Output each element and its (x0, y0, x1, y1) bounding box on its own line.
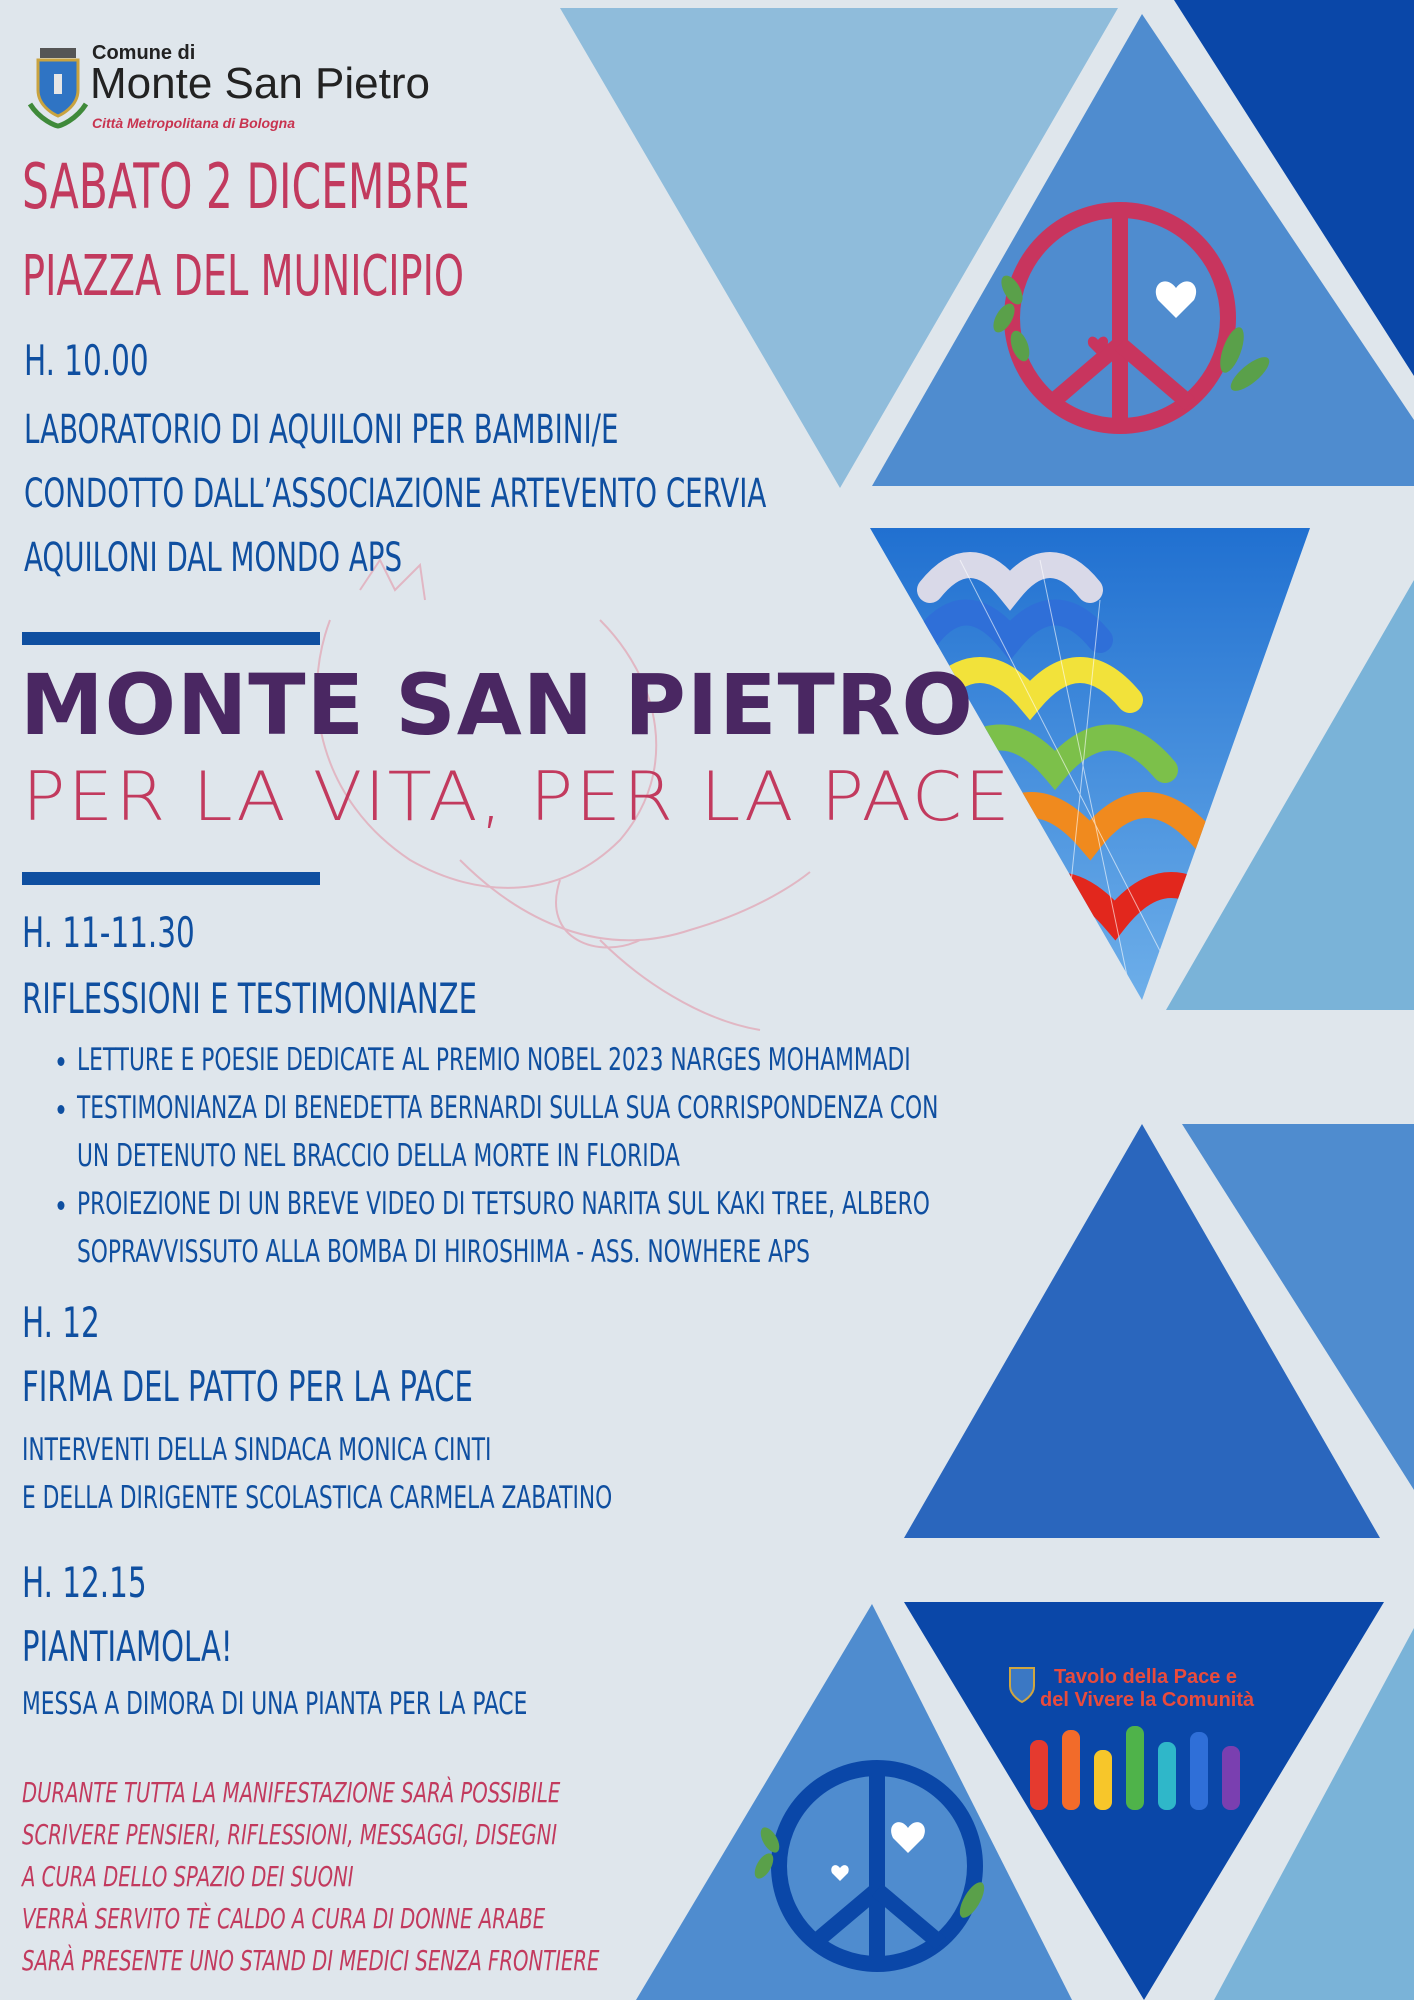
slot4-time: H. 12.15 (22, 1558, 147, 1607)
slot3-title: FIRMA DEL PATTO PER LA PACE (22, 1362, 473, 1411)
bullet-line: SOPRAVVISSUTO ALLA BOMBA DI HIROSHIMA - ASS. NOWHERE APS (76, 1234, 810, 1270)
bullet-line: PROIEZIONE DI UN BREVE VIDEO DI TETSURO NARITA SUL KAKI TREE, ALBERO (76, 1186, 930, 1222)
comune-name: Monte San Pietro (90, 59, 430, 108)
bullet-item (77, 1084, 938, 1180)
note-line: DURANTE TUTTA LA MANIFESTAZIONE SARÀ POSSIBILE (22, 1776, 561, 1809)
slot4-description: MESSA A DIMORA DI UNA PIANTA PER LA PACE (22, 1686, 528, 1722)
title-rule-top (22, 632, 320, 645)
slot1-description (24, 398, 766, 590)
tavolo-line: Tavolo della Pace e (1054, 1666, 1238, 1688)
bullet-item (77, 1180, 938, 1276)
slot3-line: INTERVENTI DELLA SINDACA MONICA CINTI (22, 1432, 492, 1468)
main-title: MONTE SAN PIETRO (20, 656, 974, 754)
slot3-line: E DELLA DIRIGENTE SCOLASTICA CARMELA ZABATINO (22, 1480, 613, 1516)
slot1-line: AQUILONI DAL MONDO APS (24, 535, 403, 581)
slot2-time: H. 11-11.30 (22, 908, 195, 957)
tavolo-logo-text (1010, 1666, 1254, 1712)
note-line: VERRÀ SERVITO TÈ CALDO A CURA DI DONNE ARABE (22, 1902, 546, 1935)
event-place: PIAZZA DEL MUNICIPIO (22, 244, 465, 309)
bullet-line: TESTIMONIANZA DI BENEDETTA BERNARDI SULLA SUA CORRISPONDENZA CON (76, 1090, 939, 1126)
slot3-description (22, 1426, 612, 1522)
slot1-time: H. 10.00 (24, 336, 149, 385)
metro-label: Città Metropolitana di Bologna (92, 115, 295, 131)
slot3-time: H. 12 (22, 1298, 100, 1347)
event-date: SABATO 2 DICEMBRE (22, 150, 470, 223)
title-rule-bottom (22, 872, 320, 885)
slot4-title: PIANTIAMOLA! (22, 1622, 233, 1671)
note-line: SCRIVERE PENSIERI, RIFLESSIONI, MESSAGGI, DISEGNI (22, 1818, 558, 1851)
bullet-line: UN DETENUTO NEL BRACCIO DELLA MORTE IN FLORIDA (76, 1138, 680, 1174)
slot1-line: CONDOTTO DALL’ASSOCIAZIONE ARTEVENTO CERVIA (24, 471, 767, 517)
slot1-line: LABORATORIO DI AQUILONI PER BAMBINI/E (24, 407, 619, 453)
note-line: SARÀ PRESENTE UNO STAND DI MEDICI SENZA FRONTIERE (22, 1944, 600, 1977)
tavolo-line: del Vivere la Comunità (1040, 1689, 1255, 1711)
note-line: A CURA DELLO SPAZIO DEI SUONI (22, 1860, 354, 1893)
main-subtitle: PER LA VITA, PER LA PACE (22, 758, 1012, 837)
slot2-bullets (52, 1036, 938, 1276)
comune-crest-icon (26, 44, 90, 130)
slot2-title: RIFLESSIONI E TESTIMONIANZE (22, 974, 477, 1023)
closing-notes (22, 1772, 599, 1982)
bullet-item: • LETTURE E POESIE DEDICATE AL PREMIO NOBEL 2023 NARGES MOHAMMADI (77, 1036, 938, 1084)
comune-di-label: Comune di (92, 42, 196, 64)
